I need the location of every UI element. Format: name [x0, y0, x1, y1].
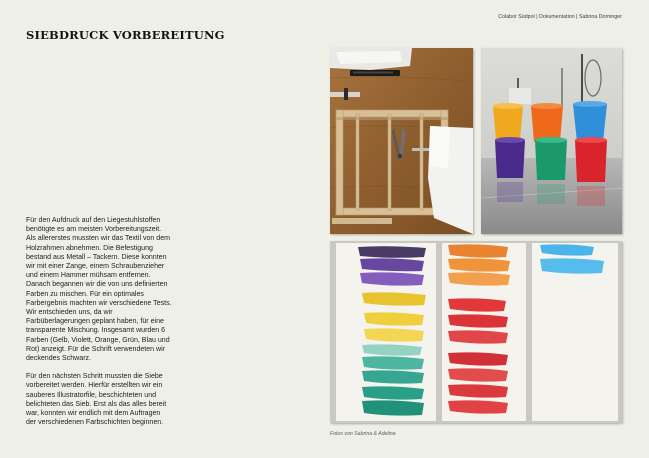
photo-color-swatches	[330, 241, 622, 423]
page-title: SIEBDRUCK VORBEREITUNG	[26, 28, 225, 42]
body-text	[26, 216, 172, 436]
photo-wooden-frame	[330, 48, 473, 234]
paragraph-2: Für den nächsten Schritt mussten die Siebe vorbereitet werden. Hierfür erstellten wir ein sauberes Illustratorfile, beschichteten und belichteten das Sieb. Erst als das alles bereit war, konnten wir endlich mit dem Auftragen der verschiedenen Farbschichten beginnen.	[26, 373, 167, 427]
header-meta: Colabor Südpol | Dokumentation | Sabrina Dorninger	[498, 14, 622, 20]
photo-caption: Fotos von Sabrina & Adelina	[330, 431, 396, 437]
paragraph-1: Für den Aufdruck auf den Liegestuhlstoffen benötigte es am meisten Vorbereitungszeit. Als allererstes mussten wir das Textil von dem Holzrahmen abnehmen. Die Befestigung bestand aus Metall – Tackern. Diese konnten wir mit einer Zange, einem Schraubenzieher und einem Hammer mühsam entfernen. Danach begannen wir die von uns definierten Farben zu mischen. Für ein optimales Farbergebnis machten wir verschiedene Tests. Wir entschieden uns, da wir Farbüberlagerungen geplant haben, für eine transparente Mischung. Insgesamt wurden 6 Farben (Gelb, Violett, Orange, Grün, Blau und Rot) anzeigt. Für die Schrift verwendeten wir deckendes Schwarz.	[26, 217, 172, 363]
photo-paint-cups	[481, 48, 622, 234]
